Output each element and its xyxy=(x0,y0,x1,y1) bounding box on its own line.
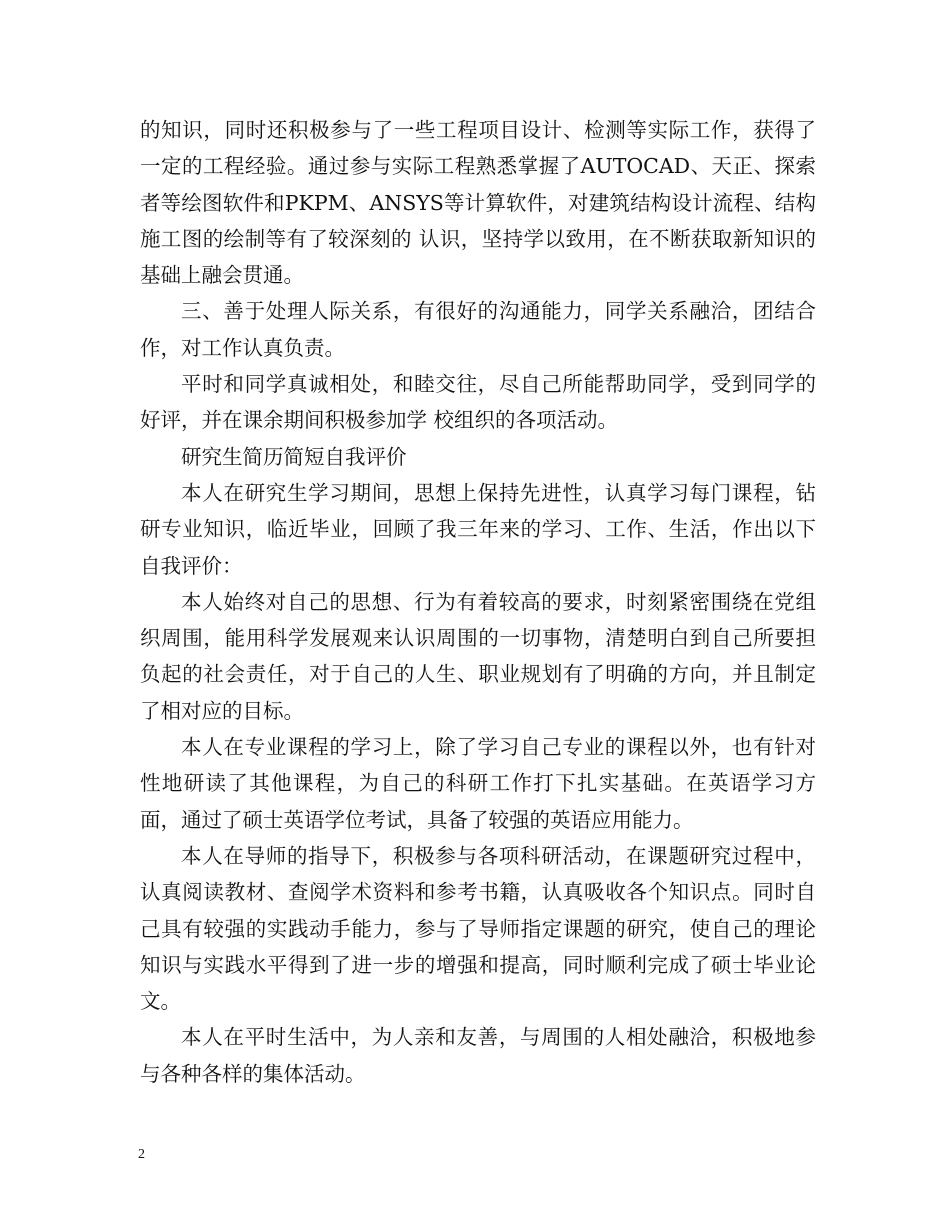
page-number: 2 xyxy=(138,1147,145,1162)
body-paragraph: 本人在平时生活中，为人亲和友善，与周围的人相处融洽，积极地参与各种各样的集体活动。 xyxy=(140,1025,816,1086)
body-paragraph: 本人始终对自己的思想、行为有着较高的要求，时刻紧密围绕在党组织周围，能用科学发展观来认识周围的一切事物，清楚明白到自己所要担负起的社会责任，对于自己的人生、职业规划有了明确的方向，并且制定了相对应的目标。 xyxy=(140,589,816,723)
body-paragraph: 本人在专业课程的学习上，除了学习自己专业的课程以外，也有针对性地研读了其他课程，为自己的科研工作打下扎实基础。在英语学习方面，通过了硕士英语学位考试，具备了较强的英语应用能力。 xyxy=(140,735,816,832)
body-paragraph: 三、善于处理人际关系，有很好的沟通能力，同学关系融洽，团结合作，对工作认真负责。 xyxy=(140,299,816,360)
body-paragraph: 本人在研究生学习期间，思想上保持先进性，认真学习每门课程，钻研专业知识，临近毕业，回顾了我三年来的学习、工作、生活，作出以下自我评价： xyxy=(140,480,816,578)
body-paragraph: 平时和同学真诚相处，和睦交往，尽自己所能帮助同学，受到同学的好评，并在课余期间积极参加学 校组织的各项活动。 xyxy=(140,372,816,433)
body-paragraph: 本人在导师的指导下，积极参与各项科研活动，在课题研究过程中，认真阅读教材、查阅学术资料和参考书籍，认真吸收各个知识点。同时自己具有较强的实践动手能力，参与了导师指定课题的研究，使自己的理论知识与实践水平得到了进一步的增强和提高，同时顺利完成了硕士毕业论文。 xyxy=(140,843,816,1014)
section-heading: 研究生简历简短自我评价 xyxy=(181,444,407,469)
body-paragraph: 的知识，同时还积极参与了一些工程项目设计、检测等实际工作，获得了一定的工程经验。通过参与实际工程熟悉掌握了AUTOCAD、天正、探索者等绘图软件和PKPM、ANSYS等计算软件，对建筑结构设计流程、结构施工图的绘制等有了较深刻的 认识，坚持学以致用，在不断获取新知识的基础上融会贯通。 xyxy=(140,118,816,288)
document-body xyxy=(140,112,816,1092)
